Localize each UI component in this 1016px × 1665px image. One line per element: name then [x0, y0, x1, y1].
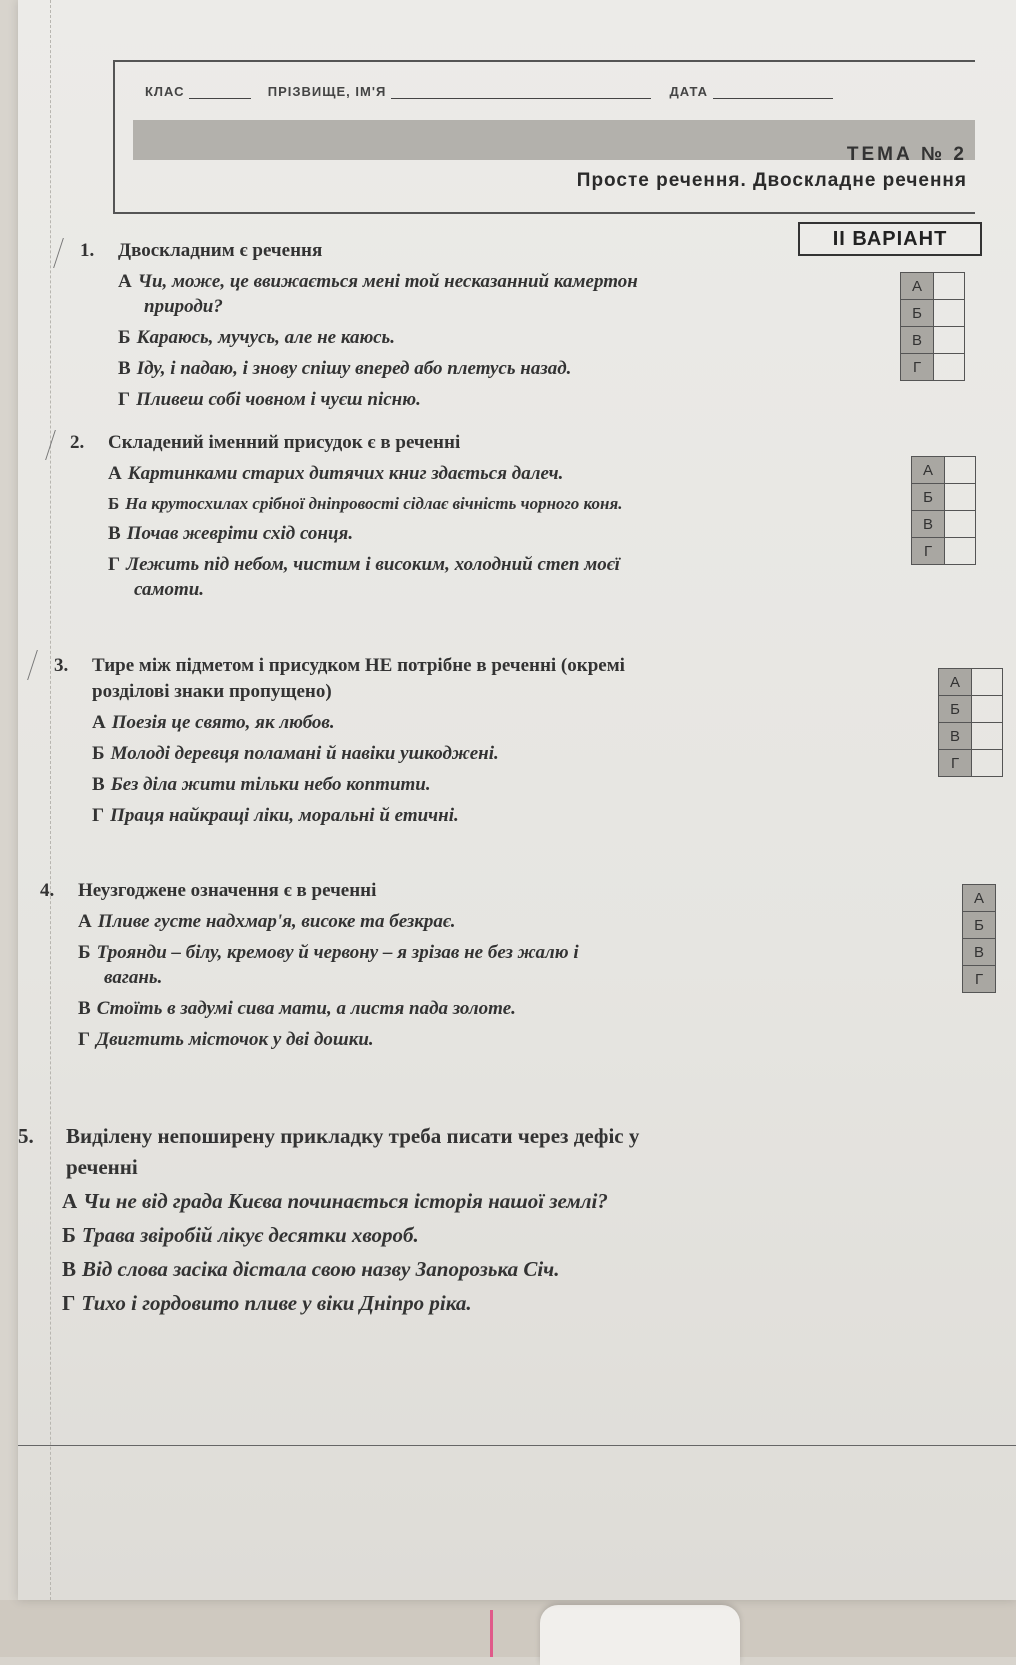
- option-b: Б Троянди – білу, кремову й червону – я зрізав не без жалю і: [78, 942, 579, 963]
- question-2: [70, 432, 622, 601]
- tema-number: ТЕМА № 2: [846, 144, 967, 165]
- question-1: [80, 240, 638, 411]
- answer-cell-c[interactable]: [972, 723, 1003, 750]
- question-prompt: 2. Складений іменний присудок є в реченні: [70, 432, 461, 453]
- answer-cell-d[interactable]: [972, 750, 1003, 777]
- answer-cell-d[interactable]: [934, 354, 965, 381]
- option-d: Г Пливеш собі човном і чуєш пісню.: [118, 389, 421, 410]
- answer-cell-b[interactable]: [972, 696, 1003, 723]
- option-a-cont: природи?: [144, 296, 223, 317]
- option-d: Г Тихо і гордовито пливе у віки Дніпро ріка.: [62, 1291, 472, 1315]
- question-prompt: 5. Виділену непоширену прикладку треба писати через дефіс у: [18, 1124, 640, 1148]
- answer-grid-3: А Б В Г: [938, 668, 1003, 777]
- answer-cell-c[interactable]: [945, 511, 976, 538]
- answer-cell-b[interactable]: [934, 300, 965, 327]
- option-b: Б Караюсь, мучусь, але не каюсь.: [118, 327, 395, 348]
- option-a: А Чи, може, це ввижається мені той несказанний камертон: [118, 271, 638, 292]
- answer-cell-d[interactable]: [945, 538, 976, 565]
- desk-surface: [0, 1600, 1016, 1657]
- name-field[interactable]: [391, 88, 651, 99]
- variant-badge: II ВАРІАНТ: [798, 222, 982, 256]
- option-a: А Чи не від града Києва починається історія нашої землі?: [62, 1189, 608, 1213]
- answer-cell-a[interactable]: [934, 273, 965, 300]
- option-a: А Поезія це свято, як любов.: [92, 712, 335, 733]
- option-c: В Від слова засіка дістала свою назву Запорозька Січ.: [62, 1257, 560, 1281]
- student-info-row: [145, 84, 975, 99]
- check-mark: [53, 238, 82, 268]
- question-3: [54, 655, 625, 827]
- option-c: В Стоїть в задумі сива мати, а листя пада золоте.: [78, 998, 516, 1019]
- worksheet-page: [18, 0, 1016, 1600]
- question-4: [40, 880, 579, 1051]
- option-c: В Іду, і падаю, і знову спішу вперед або плетусь назад.: [118, 358, 572, 379]
- question-prompt-cont: розділові знаки пропущено): [92, 681, 332, 702]
- answer-cell-c[interactable]: [934, 327, 965, 354]
- option-a: А Картинками старих дитячих книг здається далеч.: [108, 463, 564, 484]
- klas-label: КЛАС: [145, 84, 185, 99]
- option-b: Б На крутосхилах срібної дніпровості сідлає вічність чорного коня.: [108, 494, 623, 513]
- page-bottom-rule: [18, 1445, 1016, 1446]
- question-prompt: 1. Двоскладним є речення: [80, 240, 323, 261]
- option-b-cont: вагань.: [104, 967, 163, 988]
- book-corner: [540, 1605, 740, 1665]
- option-b: Б Молоді деревця поламані й навіки ушкоджені.: [92, 743, 499, 764]
- answer-cell-a[interactable]: [945, 457, 976, 484]
- header-box: [113, 60, 975, 214]
- question-prompt-cont: реченні: [66, 1155, 138, 1179]
- theme-title: Просте речення. Двоскладне речення: [576, 170, 967, 191]
- option-d: Г Лежить під небом, чистим і високим, холодний степ моєї: [108, 554, 620, 575]
- question-prompt: 3. Тире між підметом і присудком НЕ потрібне в реченні (окремі: [54, 655, 625, 676]
- option-d: Г Двигтить місточок у дві дошки.: [78, 1029, 374, 1050]
- date-field[interactable]: [713, 88, 833, 99]
- answer-grid-2: А Б В Г: [911, 456, 976, 565]
- binding-edge: [36, 0, 51, 1600]
- check-mark: [27, 650, 56, 680]
- option-c: В Почав жевріти схід сонця.: [108, 523, 354, 544]
- option-d: Г Праця найкращі ліки, моральні й етичні.: [92, 805, 459, 826]
- option-c: В Без діла жити тільки небо коптити.: [92, 774, 431, 795]
- answer-grid-4: А Б В Г: [962, 884, 996, 993]
- option-a: А Пливе густе надхмар'я, високе та безкрає.: [78, 911, 456, 932]
- answer-cell-b[interactable]: [945, 484, 976, 511]
- date-label: ДАТА: [669, 84, 709, 99]
- question-5: [18, 1124, 639, 1316]
- pink-stripe: [490, 1610, 493, 1657]
- klas-field[interactable]: [189, 88, 251, 99]
- name-label: ПРІЗВИЩЕ, ІМ'Я: [267, 84, 387, 99]
- answer-cell-a[interactable]: [972, 669, 1003, 696]
- option-d-cont: самоти.: [134, 579, 205, 600]
- question-prompt: 4. Неузгоджене означення є в реченні: [40, 880, 377, 901]
- answer-grid-1: А Б В Г: [900, 272, 965, 381]
- option-b: Б Трава звіробій лікує десятки хвороб.: [62, 1223, 419, 1247]
